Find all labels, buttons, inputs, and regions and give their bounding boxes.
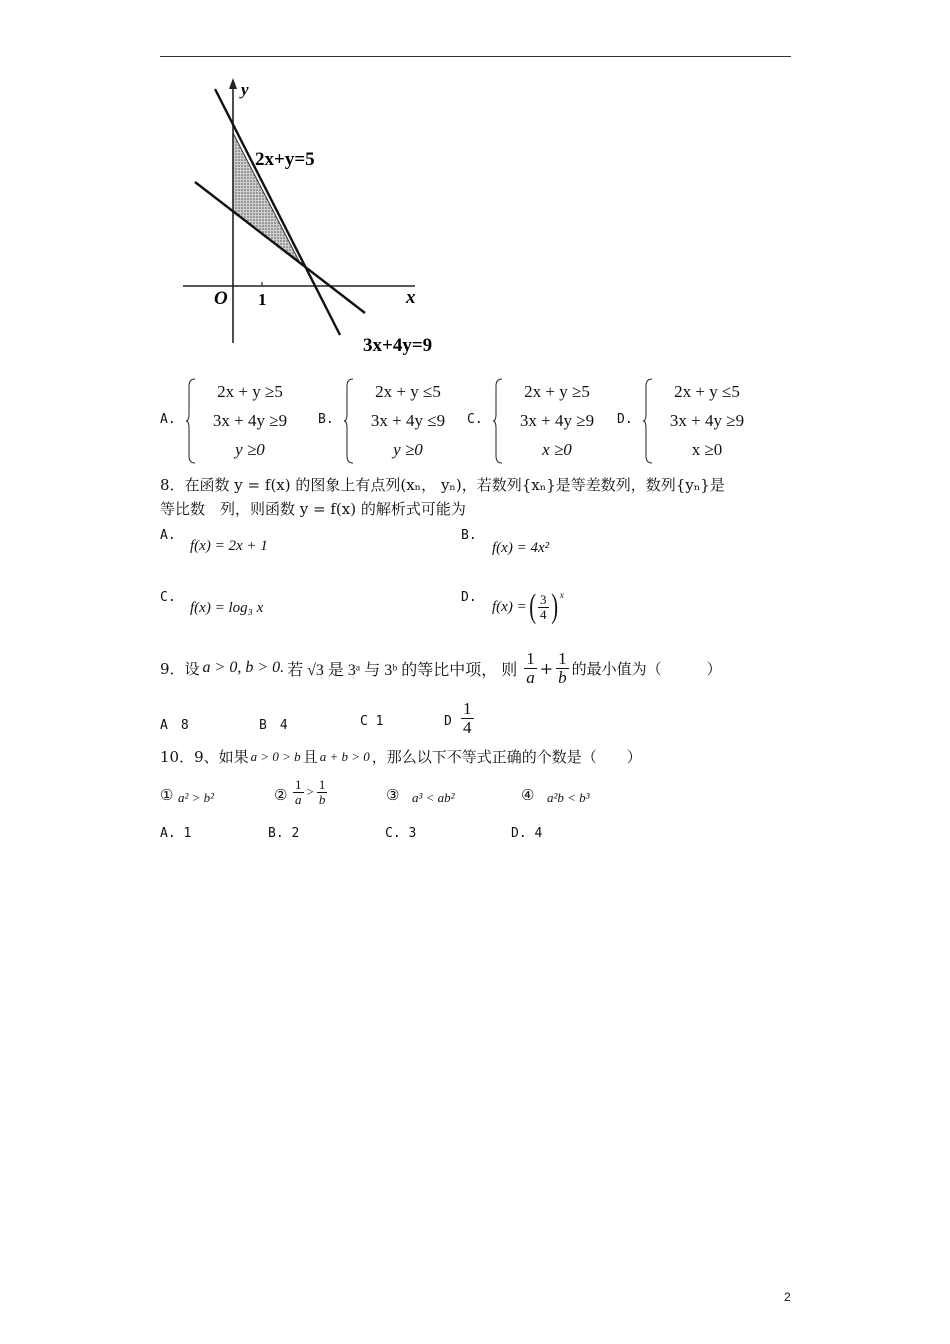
y-axis-arrow — [229, 78, 237, 89]
page-number: 2 — [784, 1290, 791, 1304]
q10-option-b[interactable]: B. 2 — [268, 826, 300, 841]
q10-option-d[interactable]: D. 4 — [511, 826, 543, 841]
q7-option-b-system: 2x + y ≤5 3x + 4y ≤9 y ≥0 — [344, 378, 474, 462]
feasible-region-graph — [175, 75, 465, 365]
line2-label: 3x+4y=9 — [363, 335, 433, 356]
header-rule — [160, 56, 791, 57]
q7-option-d-system: 2x + y ≤5 3x + 4y ≥9 x ≥0 — [643, 378, 773, 462]
q10-item-4-marker: ④ — [521, 786, 535, 804]
q8-option-d-label[interactable]: D. — [461, 590, 477, 605]
q10-option-a[interactable]: A. 1 — [160, 826, 192, 841]
axis-label-y: y — [241, 80, 249, 99]
q10-item-3-marker: ③ — [386, 786, 400, 804]
q10-option-c[interactable]: C. 3 — [385, 826, 417, 841]
q9-option-d-fraction: $\frac{1}{4}$ — [463, 699, 472, 737]
q7-option-a-system: 2x + y ≥5 3x + 4y ≥9 y ≥0 — [186, 378, 316, 462]
q10-item-2-marker: ② — [274, 786, 288, 804]
q8-option-b-label[interactable]: B. — [461, 528, 477, 543]
q8-stem-line1: 8．在函数 y = f(x) 的图象上有点列(xₙ， yₙ)，若数列{xₙ}是等差数列，数列{yₙ}是 — [160, 476, 725, 494]
tick-label-1: 1 — [258, 290, 267, 309]
q7-option-d-label[interactable]: D. — [617, 412, 633, 427]
q10-item-2-expr: $\frac{1}{a}$ > $\frac{1}{b}$ — [295, 777, 326, 807]
q8-option-a-expr: f(x) = 2x + 1 — [190, 538, 268, 554]
q8-option-a-label[interactable]: A. — [160, 528, 176, 543]
q9-option-b[interactable]: B 4 — [259, 718, 288, 733]
q10-item-1-marker: ① — [160, 786, 174, 804]
q7-option-a-label[interactable]: A. — [160, 412, 176, 427]
q9-stem: 9．设 a > 0, b > 0. 若 √3 是 3ᵃ 与 3ᵇ 的等比中项， 则 $\frac{1}{a}$ + $\frac{1}{b}$ 的最小值为（ ） — [160, 649, 722, 687]
q10-item-3-expr: a³ < ab² — [412, 790, 455, 805]
q9-option-a[interactable]: A 8 — [160, 718, 189, 733]
q7-option-c-system: 2x + y ≥5 3x + 4y ≥9 x ≥0 — [493, 378, 623, 462]
origin-label: O — [214, 288, 228, 309]
q9-option-c[interactable]: C 1 — [360, 714, 384, 729]
q8-stem-line2: 等比数 列，则函数 y = f(x) 的解析式可能为 — [160, 500, 466, 518]
q10-stem: 10．9、如果 a > 0 > b 且 a + b > 0 ，那么以下不等式正确的个数是（ ） — [160, 748, 642, 766]
q10-item-1-expr: a² > b² — [178, 790, 215, 805]
line1-label: 2x+y=5 — [255, 149, 315, 170]
q10-item-4-expr: a²b < b³ — [547, 790, 590, 805]
q8-option-c-label[interactable]: C. — [160, 590, 176, 605]
q8-option-b-expr: f(x) = 4x² — [492, 540, 550, 556]
q8-option-d-expr: f(x) = ( $\frac{3}{4}$ ) x — [492, 588, 564, 625]
axis-label-x: x — [406, 287, 416, 308]
q8-option-c-expr: f(x) = log₃ x — [190, 600, 264, 616]
q7-option-c-label[interactable]: C. — [467, 412, 483, 427]
q9-option-d[interactable]: D — [444, 714, 452, 729]
q7-option-b-label[interactable]: B. — [318, 412, 334, 427]
